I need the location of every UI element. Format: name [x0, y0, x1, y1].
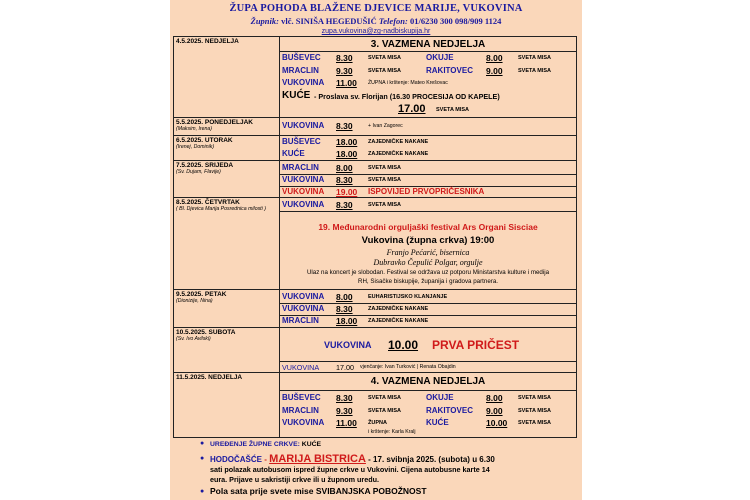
bulletin-sheet — [170, 0, 582, 500]
cleaning-value: KUĆE — [301, 441, 322, 448]
pilgrimage-date: - 17. svibnja 2025. (subota) u 6.30 — [368, 455, 495, 464]
time: 9.00 — [486, 406, 503, 416]
saint-names: (Dionizije, Nina) — [176, 298, 213, 304]
time: 8.00 — [336, 163, 353, 173]
first-communion: PRVA PRIČEST — [432, 338, 520, 352]
place: BUŠEVEC — [282, 53, 321, 62]
time: 17.00 — [398, 103, 426, 115]
place: VUKOVINA — [324, 340, 372, 350]
service: SVETA MISA — [368, 202, 402, 208]
place: VUKOVINA — [282, 78, 325, 87]
place: BUŠEVEC — [282, 393, 321, 402]
service: ZAJEDNIČKE NAKANE — [368, 318, 429, 324]
pilgrimage-place: MARIJA BISTRICA — [269, 453, 366, 465]
place: MRACLIN — [282, 66, 319, 75]
confession-event: ISPOVIJED PRVOPRIČESNIKA — [368, 187, 485, 196]
phone-label: Telefon: — [378, 16, 408, 26]
place: VUKOVINA — [282, 200, 325, 209]
service: SVETA MISA — [518, 55, 552, 61]
email-link[interactable]: zupa.vukovina@zg-nadbiskupija.hr — [321, 28, 431, 35]
time: 10.00 — [486, 418, 508, 428]
day-row-5-5 — [173, 117, 577, 136]
bullet-icon: ● — [200, 455, 205, 462]
saint-names: (Irenej, Dominik) — [176, 144, 215, 150]
time: 8.30 — [336, 175, 353, 185]
pilgrimage-dash: - — [264, 455, 267, 464]
day-row-6-5 — [173, 135, 577, 161]
day-row-11-5 — [173, 372, 577, 438]
day-row-4-5 — [173, 36, 577, 118]
pastor-name: vlč. SINIŠA HEGEDUŠIĆ — [281, 16, 377, 26]
place: MRACLIN — [282, 316, 319, 325]
time: 8.30 — [336, 200, 353, 210]
parish-title: ŽUPA POHODA BLAŽENE DJEVICE MARIJE, VUKOVINA — [229, 3, 523, 14]
time: 11.00 — [336, 78, 357, 88]
day-date: 10.5.2025. SUBOTA — [176, 329, 236, 336]
service: SVETA MISA — [368, 68, 402, 74]
saint-names: (Maksim, Irena) — [176, 126, 213, 132]
day-date: 8.5.2025. ČETVRTAK — [176, 199, 240, 206]
time: 18.00 — [336, 149, 358, 159]
place: VUKOVINA — [282, 121, 325, 130]
devotion-line — [210, 487, 427, 496]
service: SVETA MISA — [368, 177, 402, 183]
place: OKUJE — [426, 393, 454, 402]
place: MRACLIN — [282, 406, 319, 415]
phone: 01/6230 300 098/909 1124 — [409, 16, 502, 26]
time: 8.00 — [336, 292, 353, 302]
time: 8.30 — [336, 121, 353, 131]
bullet-icon: ● — [200, 440, 205, 447]
service-note: + Ivan Zagorec — [368, 123, 403, 129]
service: ŽUPNA — [368, 420, 387, 426]
sunday-title: 4. VAZMENA NEDJELJA — [370, 376, 486, 387]
time: 9.00 — [486, 66, 503, 76]
time: 9.30 — [336, 406, 353, 416]
place: VUKOVINA — [282, 187, 325, 196]
service: SVETA MISA — [518, 68, 552, 74]
day-row-7-5 — [173, 160, 577, 198]
day-date: 5.5.2025. PONEDJELJAK — [176, 119, 253, 126]
festival-note-2: RH, Sisačke biskupije, županija i gradova partnera. — [358, 278, 498, 285]
day-date: 7.5.2025. SRIJEDA — [176, 162, 234, 169]
sunday-title: 3. VAZMENA NEDJELJA — [370, 39, 486, 50]
service: SVETA MISA — [368, 408, 402, 414]
pilgrimage-label: HODOČAŠĆE — [210, 455, 263, 464]
service: SVETA MISA — [368, 165, 402, 171]
saint-names: (Sv. Dujam, Flavije) — [176, 169, 221, 175]
time: 17.00 — [336, 363, 354, 372]
day-row-9-5 — [173, 289, 577, 328]
baptism-note: i krštenje: Karla Kralj — [368, 429, 416, 435]
day-row-10-5 — [173, 327, 577, 373]
place: KUĆE — [426, 418, 449, 427]
day-date: 4.5.2025. NEDJELJA — [176, 38, 239, 45]
saint-names: ( Bl. Djevica Marija Posrednica milosti ) — [176, 206, 266, 212]
place: KUĆE — [282, 149, 305, 158]
time: 19.00 — [336, 187, 358, 197]
devotion-value: SVIBANJSKA POBOŽNOST — [315, 486, 427, 496]
place: VUKOVINA — [282, 292, 325, 301]
place: VUKOVINA — [282, 304, 325, 313]
service: SVETA MISA — [518, 408, 552, 414]
time: 10.00 — [388, 338, 419, 352]
wedding-note: vjenčanje: Ivan Turković | Renata Obajdin — [360, 364, 456, 370]
saint-names: (Sv. Ivo Avilski) — [176, 336, 211, 342]
performer-1: Franjo Pećarić, bisernica — [386, 248, 470, 257]
place: RAKITOVEC — [426, 406, 473, 415]
time: 8.30 — [336, 304, 353, 314]
service: EUHARISTIJSKO KLANJANJE — [368, 294, 448, 300]
time: 8.30 — [336, 53, 353, 63]
service: SVETA MISA — [518, 395, 552, 401]
day-row-8-5 — [173, 197, 577, 290]
day-date: 11.5.2025. NEDJELJA — [176, 374, 243, 381]
cleaning-label: UREĐENJE ŽUPNE CRKVE: — [210, 441, 300, 448]
festival-place: Vukovina (župna crkva) 19:00 — [361, 235, 495, 246]
place: OKUJE — [426, 53, 454, 62]
pastor-label: Župnik: — [250, 16, 279, 26]
service: ZAJEDNIČKE NAKANE — [368, 306, 429, 312]
place: VUKOVINA — [282, 418, 325, 427]
festival-title: 19. Međunarodni orguljaški festival Ars Organi Sisciae — [318, 222, 538, 232]
place-kuce: KUĆE — [282, 90, 311, 101]
place: RAKITOVEC — [426, 66, 473, 75]
place: VUKOVINA — [282, 363, 320, 372]
performer-2: Dubravko Čepulić Polgar, orgulje — [373, 258, 483, 267]
contact-line — [170, 16, 582, 26]
service: ZAJEDNIČKE NAKANE — [368, 139, 429, 145]
cleaning-line — [210, 441, 321, 448]
pilgrimage-line — [210, 453, 495, 465]
service: SVETA MISA — [518, 420, 552, 426]
time: 8.00 — [486, 53, 503, 63]
service-note: ŽUPNA i krštenje: Mateo Krešovac — [368, 80, 448, 86]
place: MRACLIN — [282, 163, 319, 172]
event-desc: - Proslava sv. Florijan (16.30 PROCESIJA OD KAPELE) — [314, 92, 500, 101]
day-date: 9.5.2025. PETAK — [176, 291, 227, 298]
service: ZAJEDNIČKE NAKANE — [368, 151, 429, 157]
time: 11.00 — [336, 418, 357, 428]
service: SVETA MISA — [368, 55, 402, 61]
place: VUKOVINA — [282, 175, 325, 184]
time: 9.30 — [336, 66, 353, 76]
day-date: 6.5.2025. UTORAK — [176, 137, 233, 144]
service: SVETA MISA — [436, 107, 470, 113]
devotion-label: Pola sata prije svete mise — [210, 486, 314, 496]
time: 8.30 — [336, 393, 353, 403]
time: 18.00 — [336, 137, 358, 147]
time: 8.00 — [486, 393, 503, 403]
festival-note-1: Ulaz na koncert je slobodan. Festival se održava uz potporu Ministarstva kulture i medija — [306, 269, 550, 276]
place: BUŠEVEC — [282, 137, 321, 146]
pilgrimage-detail-1: sati polazak autobusom ispred župne crkve u Vukovini. Cijena autobusne karte 14 — [210, 465, 490, 474]
pilgrimage-detail-2: eura. Prijave u sakristiji crkve ili u župnom uredu. — [210, 475, 379, 484]
bullet-icon: ● — [200, 488, 205, 495]
service: SVETA MISA — [368, 395, 402, 401]
time: 18.00 — [336, 316, 358, 326]
